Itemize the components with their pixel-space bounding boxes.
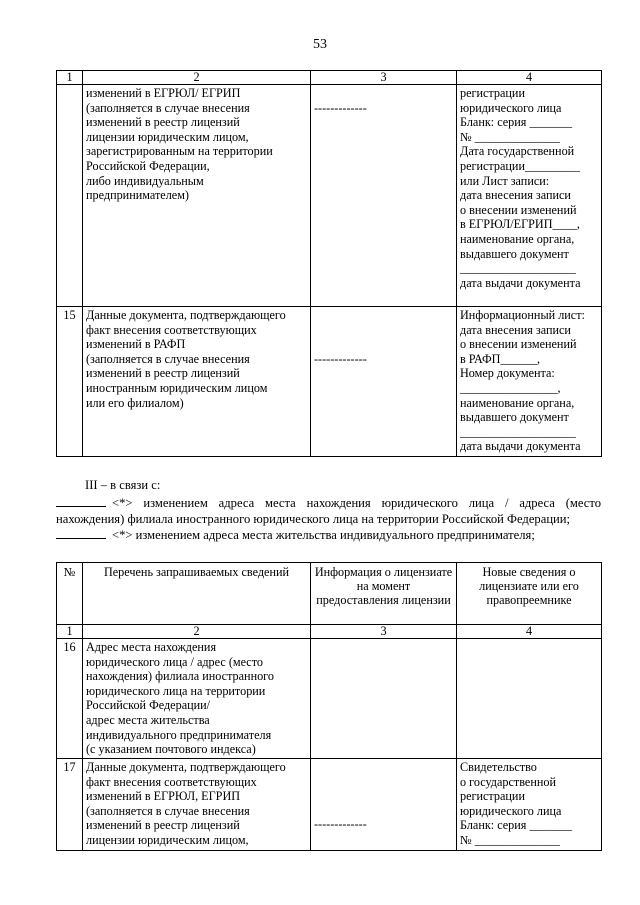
col-number-2: 2 [83,71,311,85]
section-item-2-text: <*> изменением адреса места жительства индивидуального предпринимателя; [112,528,535,542]
row-number: 17 [57,759,83,851]
col-number-4: 4 [457,71,602,85]
table-row [57,85,602,307]
col-number-4: 4 [457,625,602,639]
new-info-cell: Свидетельство о государственной регистрации юридического лица Бланк: серия _______ № ______________ [457,759,602,851]
row-number: 15 [57,307,83,457]
new-info-cell: Информационный лист: дата внесения записи о внесении изменений в РАФП______, Номер документа: ________________, наименование органа, выдавшего документ ___________________ дата выдачи документа [457,307,602,457]
blank-line [56,496,106,507]
page-number: 53 [313,37,327,52]
table-header-row [57,563,602,625]
col-number-3: 3 [311,71,457,85]
license-info-cell [311,639,457,759]
blank-line [56,528,106,539]
table-row [57,639,602,759]
col-number-1: 1 [57,625,83,639]
requested-info-cell: Данные документа, подтверждающего факт внесения соответствующих изменений в ЕГРЮЛ, ЕГРИП (заполняется в случае внесения изменений в реестр лицензий лицензии юридическим лицом, [83,759,311,851]
table-continuation [56,70,602,457]
column-number-row [57,625,602,639]
col-number-2: 2 [83,625,311,639]
requested-info-cell: Данные документа, подтверждающего факт внесения соответствующих изменений в РАФП (заполняется в случае внесения изменений в реестр лицензий иностранным юридическим лицом или его филиалом) [83,307,311,457]
requested-info-cell: изменений в ЕГРЮЛ/ ЕГРИП (заполняется в случае внесения изменений в реестр лицензий лицензии юридическим лицом, зарегистрированным на территории Российской Федерации, либо индивидуальным предпринимателем) [83,85,311,307]
dash-placeholder: ------------- [314,817,367,831]
col-number-1: 1 [57,71,83,85]
header-requested-info: Перечень запрашиваемых сведений [83,563,311,625]
table-row [57,307,602,457]
col-number-3: 3 [311,625,457,639]
row-number: 16 [57,639,83,759]
section-heading: III – в связи с: [85,478,161,492]
requested-info-cell: Адрес места нахождения юридического лица / адрес (место нахождения) филиала иностранного юридического лица на территории Российской Федерации/ адрес места жительства индивидуального предпринимателя (с указанием почтового индекса) [83,639,311,759]
column-number-row [57,71,602,85]
section-item-2 [56,528,601,544]
section-item-1-text: <*> изменением адреса места нахождения юридического лица / адреса (место нахождения) филиала иностранного юридического лица на территории Российской Федерации; [56,496,601,526]
license-info-cell [311,307,457,457]
header-number: № [57,563,83,625]
header-new-info: Новые сведения о лицензиате или его правопреемнике [457,563,602,625]
table-row [57,759,602,851]
new-info-cell [457,639,602,759]
dash-placeholder: ------------- [314,352,367,366]
new-info-cell: регистрации юридического лица Бланк: серия _______ № ______________ Дата государственной регистрации_________ или Лист записи: дата внесения записи о внесении изменений в ЕГРЮЛ/ЕГРИП____, наименование органа, выдавшего документ ___________________ дата выдачи документа [457,85,602,307]
license-info-cell [311,85,457,307]
header-license-info: Информация о лицензиате на момент предоставления лицензии [311,563,457,625]
section-item-1 [56,496,601,527]
dash-placeholder: ------------- [314,101,367,115]
table-address-change [56,562,602,851]
row-number [57,85,83,307]
license-info-cell [311,759,457,851]
